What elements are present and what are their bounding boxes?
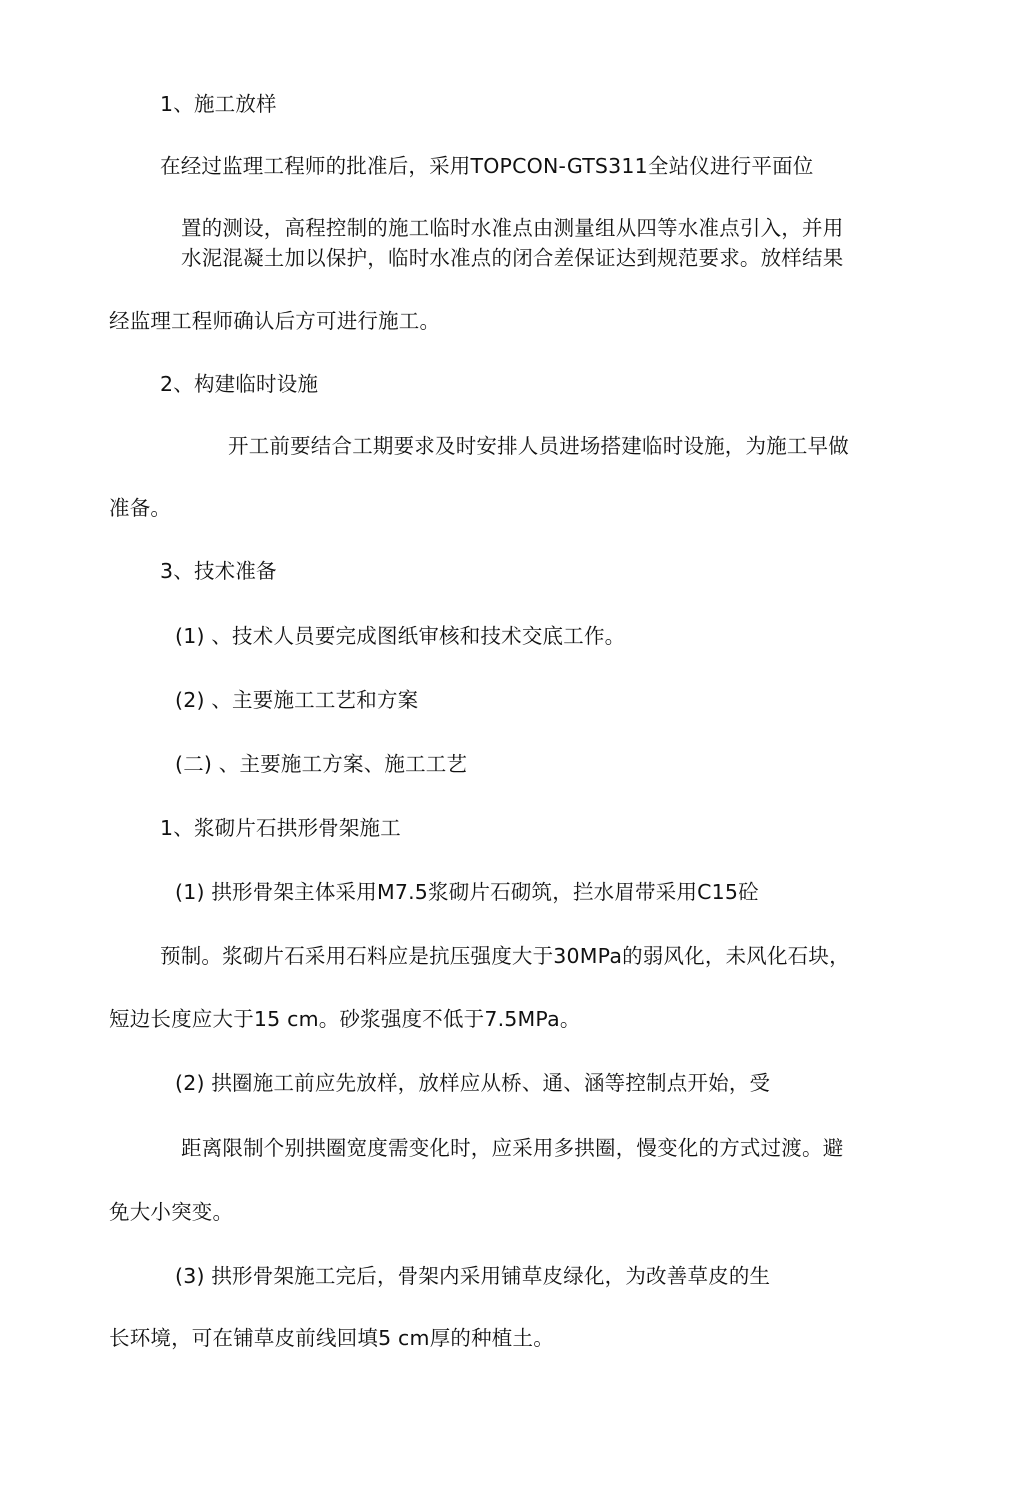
list-item: (3) 拱形骨架施工完后，骨架内采用铺草皮绿化，为改善草皮的生 xyxy=(175,1264,771,1288)
paragraph-line: 水泥混凝土加以保护，临时水准点的闭合差保证达到规范要求。放样结果 xyxy=(181,246,844,270)
paragraph-line: 免大小突变。 xyxy=(109,1200,234,1224)
paragraph-line: 距离限制个别拱圈宽度需变化时，应采用多拱圈，慢变化的方式过渡。避 xyxy=(181,1136,844,1160)
heading-arch-frame-construction: 1、浆砌片石拱形骨架施工 xyxy=(160,816,401,840)
paragraph-line: 长环境，可在铺草皮前线回填5 cm厚的种植土。 xyxy=(109,1326,554,1350)
paragraph-line: 在经过监理工程师的批准后，采用TOPCON-GTS311全站仪进行平面位 xyxy=(160,154,814,178)
paragraph-line: 预制。浆砌片石采用石料应是抗压强度大于30MPa的弱风化，未风化石块， xyxy=(160,944,850,968)
paragraph-line: 准备。 xyxy=(109,496,172,520)
paragraph-line: 短边长度应大于15 cm。砂浆强度不低于7.5MPa。 xyxy=(109,1007,581,1031)
paragraph-line: 经监理工程师确认后方可进行施工。 xyxy=(109,309,441,333)
section-heading-main-plan: (二) 、主要施工方案、施工工艺 xyxy=(175,752,468,776)
heading-2-temporary-facilities: 2、构建临时设施 xyxy=(160,372,319,396)
list-item: (2) 、主要施工工艺和方案 xyxy=(175,688,419,712)
paragraph-line: 开工前要结合工期要求及时安排人员进场搭建临时设施，为施工早做 xyxy=(228,434,849,458)
paragraph-line: 置的测设，高程控制的施工临时水准点由测量组从四等水准点引入，并用 xyxy=(181,216,844,240)
list-item: (2) 拱圈施工前应先放样，放样应从桥、通、涵等控制点开始，受 xyxy=(175,1071,771,1095)
heading-3-technical-preparation: 3、技术准备 xyxy=(160,559,277,583)
list-item: (1) 拱形骨架主体采用M7.5浆砌片石砌筑，拦水眉带采用C15砼 xyxy=(175,880,759,904)
list-item: (1) 、技术人员要完成图纸审核和技术交底工作。 xyxy=(175,624,626,648)
heading-1-construction-layout: 1、施工放样 xyxy=(160,92,277,116)
